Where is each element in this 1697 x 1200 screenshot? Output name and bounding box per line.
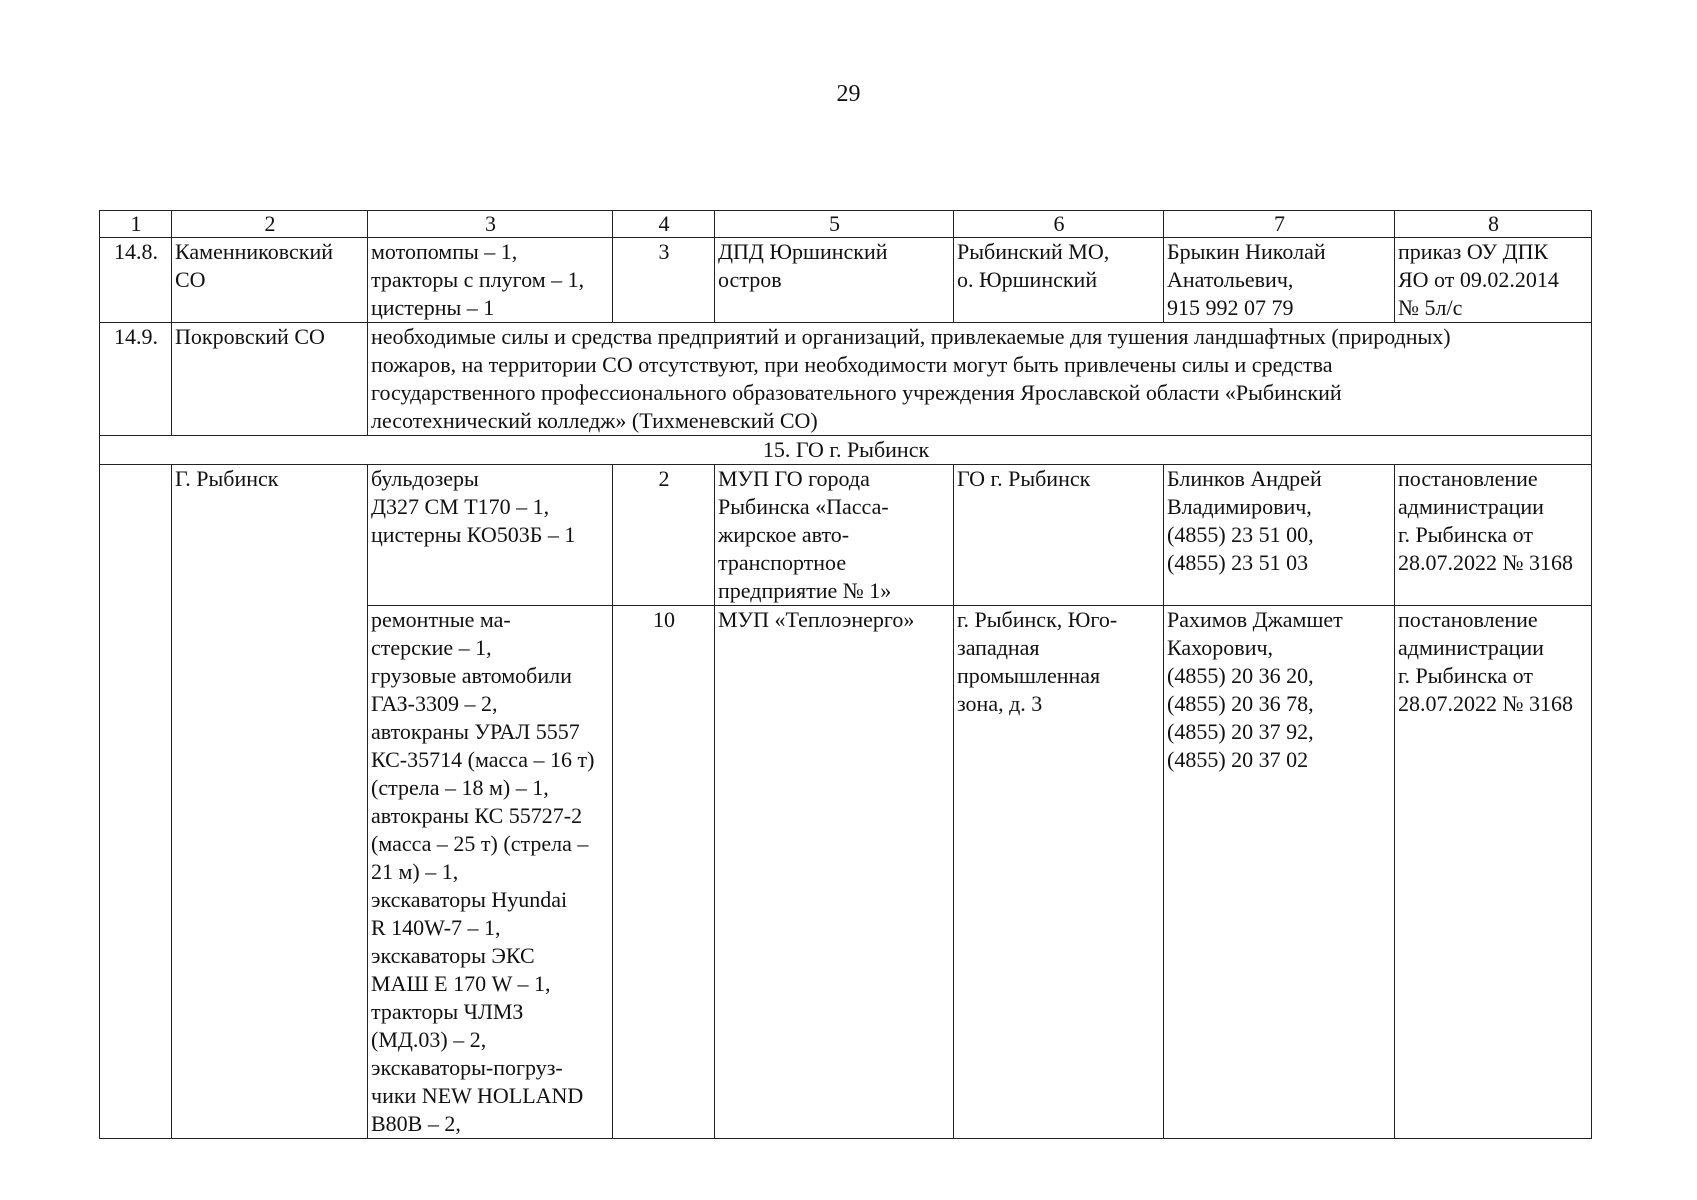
text-line: 28.07.2022 № 3168 (1398, 550, 1573, 575)
text-line: администрации (1398, 635, 1544, 660)
text-line: Владимирович, (1167, 494, 1312, 519)
organization-cell (715, 606, 954, 1139)
text-line: чики NEW HOLLAND (371, 1083, 584, 1108)
text-line: (4855) 23 51 03 (1167, 550, 1309, 575)
text-line: стерские – 1, (371, 635, 492, 660)
text-line: г. Рыбинска от (1398, 522, 1534, 547)
text-line: остров (718, 267, 782, 292)
text-line: (4855) 23 51 00, (1167, 522, 1314, 547)
text-line: ГО г. Рыбинск (957, 466, 1091, 491)
settlement-cell: Покровский СО (172, 323, 368, 436)
text-line: Кахорович, (1167, 635, 1274, 660)
table-row (100, 238, 1592, 323)
text-line: (4855) 20 36 20, (1167, 663, 1314, 688)
document-cell (1395, 238, 1592, 323)
count-cell: 2 (613, 465, 715, 606)
table-row (100, 323, 1592, 436)
text-line: 915 992 07 79 (1167, 295, 1294, 320)
text-line: постановление (1398, 607, 1538, 632)
text-line: СО (175, 267, 206, 292)
location-cell (954, 238, 1164, 323)
document-cell (1395, 465, 1592, 606)
equipment-cell (368, 465, 613, 606)
text-line: ДПД Юршинский (718, 239, 888, 264)
text-line: приказ ОУ ДПК (1398, 239, 1549, 264)
text-line: г. Рыбинск, Юго- (957, 607, 1118, 632)
settlement-cell: Г. Рыбинск (172, 465, 368, 1139)
text-line: мотопомпы – 1, (371, 239, 518, 264)
text-line: администрации (1398, 494, 1544, 519)
text-line: R 140W-7 – 1, (371, 915, 501, 940)
text-line: Рыбинский МО, (957, 239, 1110, 264)
text-line: экскаваторы-погруз- (371, 1055, 563, 1080)
text-line: грузовые автомобили (371, 663, 572, 688)
column-header: 8 (1395, 211, 1592, 238)
text-line: Рахимов Джамшет (1167, 607, 1343, 632)
section-title: 15. ГО г. Рыбинск (100, 436, 1592, 465)
organization-cell (715, 465, 954, 606)
organization-cell (715, 238, 954, 323)
document-cell (1395, 606, 1592, 1139)
text-line: тракторы с плугом – 1, (371, 267, 585, 292)
equipment-cell (368, 606, 613, 1139)
text-line: цистерны – 1 (371, 295, 495, 320)
contact-cell (1164, 465, 1395, 606)
text-line: бульдозеры (371, 466, 479, 491)
row-number: 14.9. (100, 323, 172, 436)
text-line: постановление (1398, 466, 1538, 491)
text-line: лесотехнический колледж» (Тихменевский СО) (371, 408, 818, 433)
text-line: ремонтные ма- (371, 607, 511, 632)
text-line: зона, д. 3 (957, 691, 1043, 716)
text-line: (масса – 25 т) (стрела – (371, 831, 589, 856)
column-header: 7 (1164, 211, 1395, 238)
text-line: жирское авто- (718, 522, 850, 547)
count-cell: 3 (613, 238, 715, 323)
text-line: КС-35714 (масса – 16 т) (371, 747, 595, 772)
text-line: № 5л/с (1398, 295, 1463, 320)
location-cell (954, 606, 1164, 1139)
text-line: промышленная (957, 663, 1101, 688)
text-line: Каменниковский (175, 239, 333, 264)
text-line: 28.07.2022 № 3168 (1398, 691, 1573, 716)
text-line: (4855) 20 37 92, (1167, 719, 1314, 744)
text-line: г. Рыбинска от (1398, 663, 1534, 688)
text-line: (4855) 20 36 78, (1167, 691, 1314, 716)
location-cell (954, 465, 1164, 606)
text-line: МУП «Теплоэнерго» (718, 607, 915, 632)
text-line: МАШ Е 170 W – 1, (371, 971, 551, 996)
text-line: Брыкин Николай (1167, 239, 1326, 264)
resources-table (99, 210, 1592, 1139)
text-line: Блинков Андрей (1167, 466, 1322, 491)
text-line: В80В – 2, (371, 1111, 461, 1136)
contact-cell (1164, 238, 1395, 323)
column-header: 5 (715, 211, 954, 238)
row-number (100, 465, 172, 1139)
text-line: западная (957, 635, 1040, 660)
text-line: (МД.03) – 2, (371, 1027, 487, 1052)
text-line: ГАЗ-3309 – 2, (371, 691, 498, 716)
text-line: экскаваторы Hyundai (371, 887, 568, 912)
text-line: (стрела – 18 м) – 1, (371, 775, 549, 800)
text-line: экскаваторы ЭКС (371, 943, 535, 968)
text-line: транспортное (718, 550, 847, 575)
text-line: ЯО от 09.02.2014 (1398, 267, 1559, 292)
text-line: пожаров, на территории СО отсутствуют, при необходимости могут быть привлечены силы и средства (371, 352, 1333, 377)
column-header: 3 (368, 211, 613, 238)
table-row (100, 465, 1592, 606)
column-header: 2 (172, 211, 368, 238)
text-line: Анатольевич, (1167, 267, 1294, 292)
text-line: о. Юршинский (957, 267, 1098, 292)
text-line: автокраны УРАЛ 5557 (371, 719, 580, 744)
text-line: необходимые силы и средства предприятий и организаций, привлекаемые для тушения ландшафтных (природных) (371, 324, 1451, 349)
text-line: цистерны КО503Б – 1 (371, 522, 576, 547)
page-number: 29 (836, 81, 861, 107)
equipment-cell (368, 238, 613, 323)
text-line: тракторы ЧЛМЗ (371, 999, 524, 1024)
text-line: государственного профессионального образовательного учреждения Ярославской области «Рыбинский (371, 380, 1342, 405)
contact-cell (1164, 606, 1395, 1139)
column-number-row (100, 211, 1592, 238)
text-line: предприятие № 1» (718, 578, 892, 603)
column-header: 1 (100, 211, 172, 238)
column-header: 4 (613, 211, 715, 238)
text-line: МУП ГО города (718, 466, 870, 491)
text-line: Рыбинска «Пасса- (718, 494, 889, 519)
section-row (100, 436, 1592, 465)
text-line: автокраны КС 55727-2 (371, 803, 583, 828)
column-header: 6 (954, 211, 1164, 238)
text-line: 21 м) – 1, (371, 859, 459, 884)
text-line: (4855) 20 37 02 (1167, 747, 1309, 772)
count-cell: 10 (613, 606, 715, 1139)
note-cell (368, 323, 1592, 436)
row-number: 14.8. (100, 238, 172, 323)
text-line: Д327 СМ Т170 – 1, (371, 494, 550, 519)
settlement-cell (172, 238, 368, 323)
